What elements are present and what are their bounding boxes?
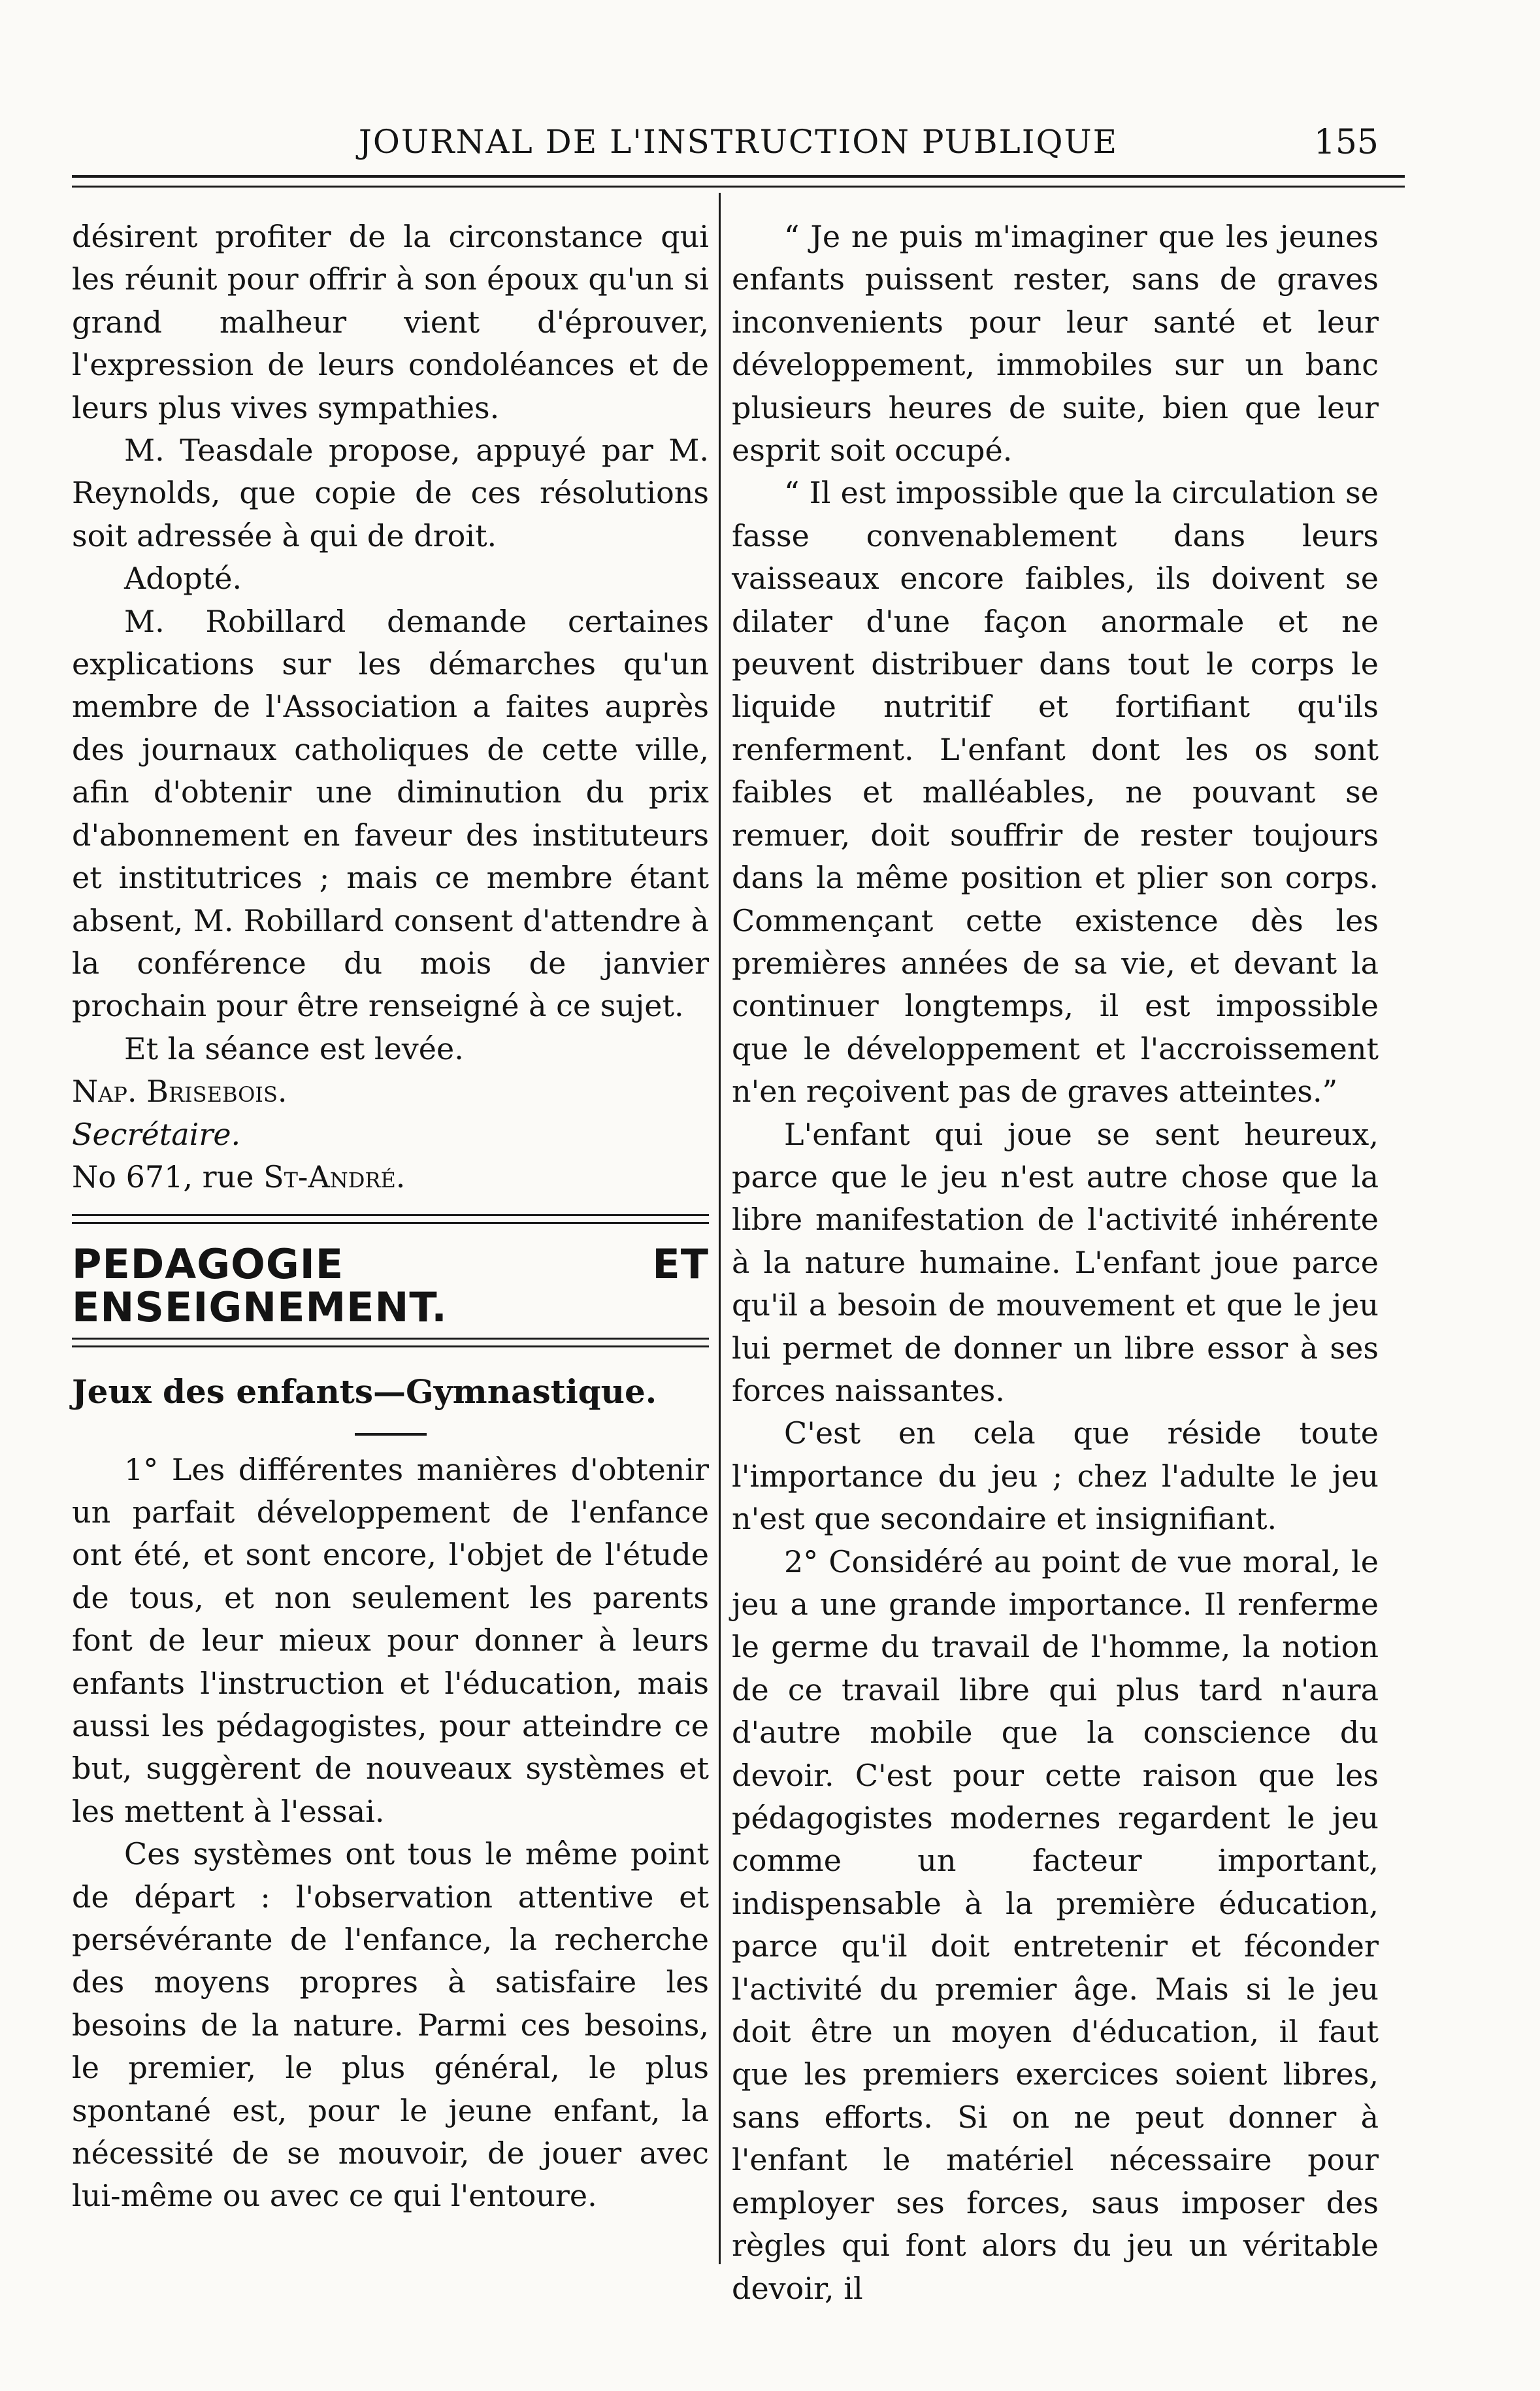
page-number: 155 — [1313, 123, 1379, 162]
header-rule-top — [72, 175, 1405, 178]
right-paragraph-5: 2° Considéré au point de vue moral, le jeu a une grande importance. Il renferme le germe du travail de l'homme, la notion de ce travail libre qui plus tard n'aura d'autre mobile que la conscience du devoir. C'est pour cette raison que les pédagogistes modernes regardent le jeu comme un facteur important, indispensable à la première éducation, parce qu'il doit entretenir et féconder l'activité du premier âge. Mais si le jeu doit être un moyen d'éducation, il faut que les premiers exercices soient libres, sans efforts. Si on ne peut donner à l'enfant le matériel nécessaire pour employer ses forces, saus imposer des règles qui font alors du jeu un véritable devoir, il — [732, 1543, 1379, 2306]
right-paragraph-2: “ Il est impossible que la circulation se fasse convenablement dans leurs vaisseaux encore faibles, ils doivent se dilater d'une façon anormale et ne peuvent distribuer dans tout le corps le liquide nutritif et fortifiant qu'ils renferment. L'enfant dont les os sont faibles et malléables, ne pouvant se remuer, doit souffrir de rester toujours dans la même position et plier son corps. Commençant cette existence dès les premières années de sa vie, et devant la continuer longtemps, il est impossible que le développement et l'accroissement n'en reçoivent pas de graves atteintes.” — [732, 475, 1379, 1110]
left-column — [72, 216, 709, 2218]
signature-role: Secrétaire. — [72, 1116, 241, 1152]
left-paragraph-5: Et la séance est levée. — [124, 1031, 464, 1066]
left-paragraph-4: M. Robillard demande certaines explications sur les démarches qu'un membre de l'Association a faites auprès des journaux catholiques de cette ville, afin d'obtenir une diminution du prix d'abonnement en faveur des instituteurs et institutrices ; mais ce membre étant absent, M. Robillard consent d'attendre à la conférence du mois de janvier prochain pour être renseigné à ce sujet. — [72, 603, 709, 1024]
title-dash — [355, 1433, 427, 1436]
section-title: PEDAGOGIE ET ENSEIGNEMENT. — [72, 1240, 709, 1331]
journal-title: JOURNAL DE L'INSTRUCTION PUBLIQUE — [358, 123, 1119, 161]
right-column — [732, 216, 1379, 2310]
signature-name: Nap. Brisebois. — [72, 1074, 287, 1110]
signature — [72, 1070, 709, 1113]
header-rule-bottom — [72, 186, 1405, 188]
right-paragraph-3: L'enfant qui joue se sent heureux, parce que le jeu n'est autre chose que la libre manifestation de l'activité inhérente à la nature humaine. L'enfant joue parce qu'il a besoin de mouvement et que le jeu lui permet de donner un libre essor à ses forces naissantes. — [732, 1116, 1379, 1408]
section-rule-bottom — [72, 1328, 709, 1357]
left-paragraph-7: Ces systèmes ont tous le même point de départ : l'observation attentive et persévérante de l'enfance, la recherche des moyens propres à satisfaire les besoins de la nature. Parmi ces besoins, le premier, le plus général, le plus spontané est, pour le jeune enfant, la nécessité de se mouvoir, de jouer avec lui-même ou avec ce qui l'entoure. — [72, 1836, 709, 2214]
right-paragraph-4: C'est en cela que réside toute l'importance du jeu ; chez l'adulte le jeu n'est que secondaire et insignifiant. — [732, 1415, 1379, 1537]
signature-role-line — [72, 1113, 709, 1156]
column-divider — [719, 193, 721, 2264]
left-paragraph-2: M. Teasdale propose, appuyé par M. Reynolds, que copie de ces résolutions soit adressée à qui de droit. — [72, 433, 709, 553]
article-title: Jeux des enfants—Gymnastique. — [72, 1372, 657, 1411]
right-paragraph-1: “ Je ne puis m'imaginer que les jeunes enfants puissent rester, sans de graves inconvenients pour leur santé et leur développement, immobiles sur un banc plusieurs heures de suite, bien que leur esprit soit occupé. — [732, 219, 1379, 469]
left-paragraph-1: désirent profiter de la circonstance qui les réunit pour offrir à son époux qu'un si grand malheur vient d'éprouver, l'expression de leurs condoléances et de leurs plus vives sympathies. — [72, 219, 709, 425]
address-number: No 671, rue — [72, 1159, 264, 1195]
page-header — [72, 118, 1405, 176]
left-paragraph-6: 1° Les différentes manières d'obtenir un parfait développement de l'enfance ont été, et sont encore, l'objet de l'étude de tous, et non seulement les parents font de leur mieux pour donner à leurs enfants l'instruction et l'éducation, mais aussi les pédagogistes, pour atteindre ce but, suggèrent de nouveaux systèmes et les mettent à l'essai. — [72, 1451, 709, 1829]
left-paragraph-3: Adopté. — [124, 561, 242, 597]
address-street: St-André. — [263, 1159, 406, 1195]
address — [72, 1156, 709, 1198]
section-rule-top — [72, 1205, 709, 1234]
